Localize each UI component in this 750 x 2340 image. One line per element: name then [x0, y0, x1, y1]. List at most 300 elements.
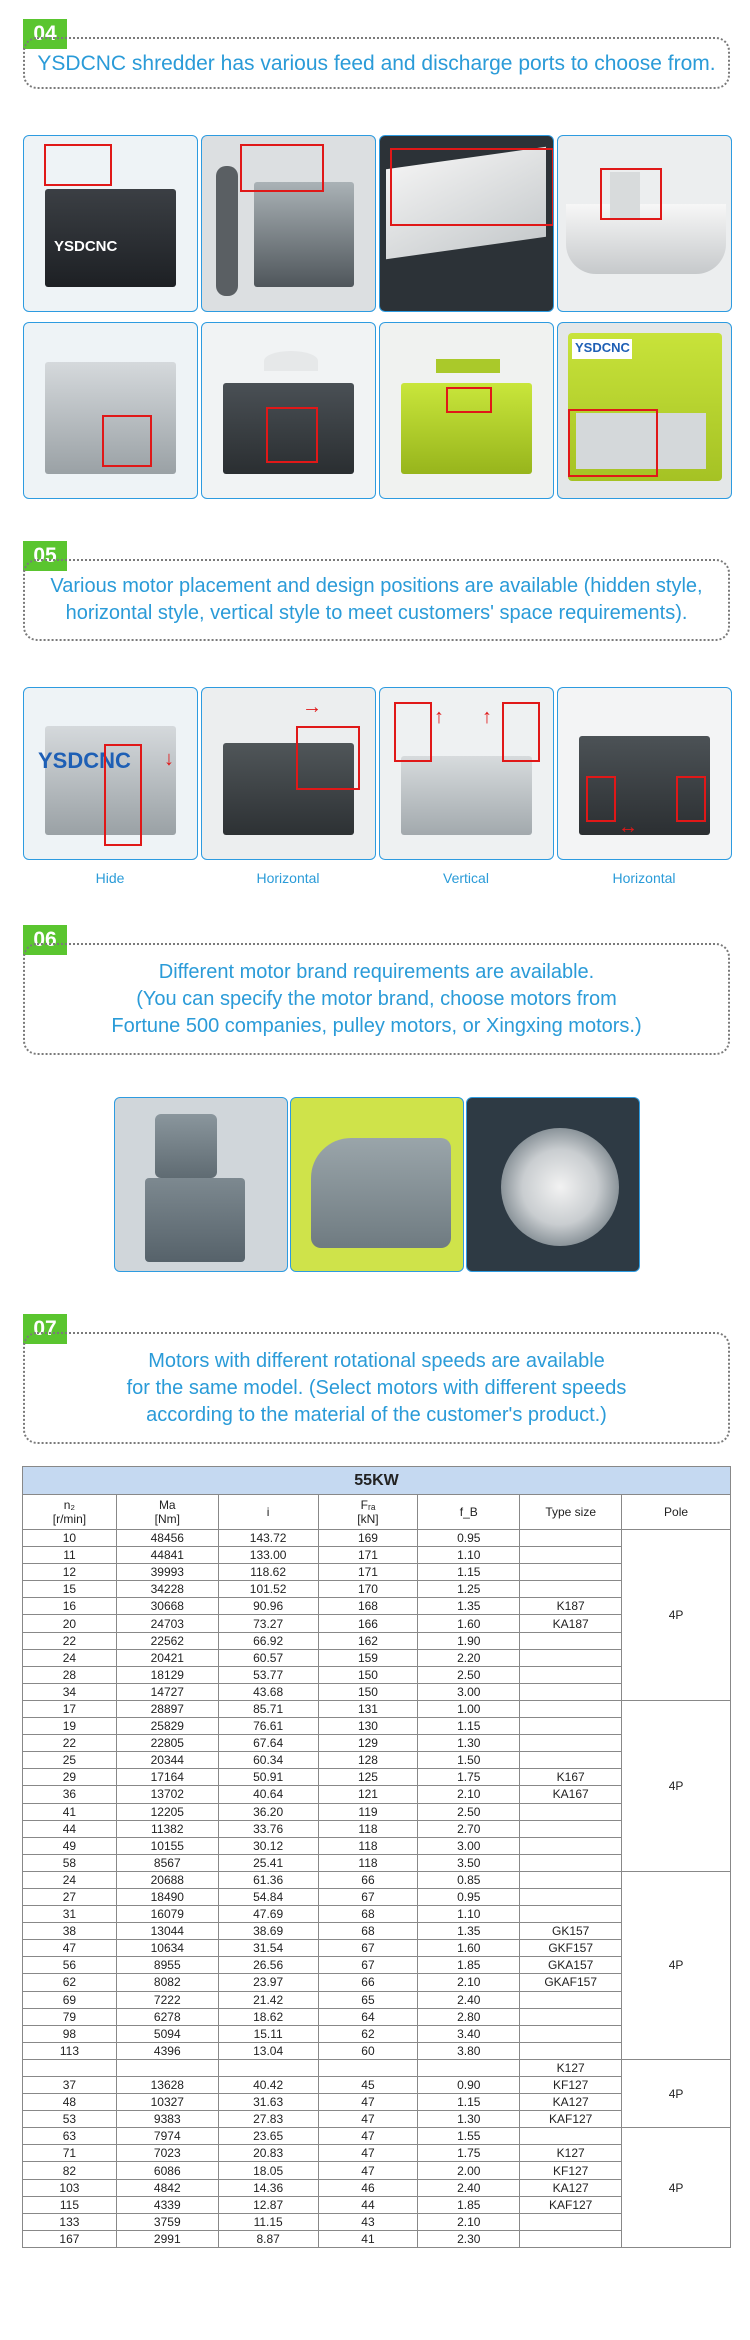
- table-cell: 54.84: [218, 1888, 318, 1905]
- shredder-photo: [201, 322, 376, 499]
- table-cell: 29: [23, 1769, 117, 1786]
- table-cell: 1.15: [418, 1564, 520, 1581]
- discharge-port-highlight: [102, 415, 152, 467]
- table-cell: 11382: [116, 1820, 218, 1837]
- table-cell: 7023: [116, 2145, 218, 2162]
- discharge-port-highlight: [568, 409, 658, 477]
- table-cell: [520, 1752, 622, 1769]
- table-cell: 36: [23, 1786, 117, 1803]
- table-cell: [520, 2128, 622, 2145]
- table-cell: KA127: [520, 2094, 622, 2111]
- shredder-photo: [23, 135, 198, 312]
- table-cell: 43: [318, 2213, 418, 2230]
- table-cell: 37: [23, 2077, 117, 2094]
- header-speed: n₂ [r/min]: [23, 1495, 117, 1530]
- table-cell: 68: [318, 1906, 418, 1923]
- table-cell: 1.30: [418, 2111, 520, 2128]
- table-cell: 133: [23, 2213, 117, 2230]
- header-service-factor: f_B: [418, 1495, 520, 1530]
- table-cell: 41: [23, 1803, 117, 1820]
- table-cell: 2.50: [418, 1666, 520, 1683]
- section-text-line: Motors with different rotational speeds are available: [148, 1349, 605, 1372]
- motor-placement-photo: [201, 687, 376, 860]
- table-cell: 45: [318, 2077, 418, 2094]
- table-cell: 66: [318, 1974, 418, 1991]
- table-cell: [520, 1735, 622, 1752]
- table-cell: 2.00: [418, 2162, 520, 2179]
- motor-spec-table: [22, 1466, 731, 2248]
- table-cell: 48456: [116, 1530, 218, 1547]
- table-cell: 20: [23, 1615, 117, 1632]
- motor-highlight: [296, 726, 360, 790]
- table-cell: 18.05: [218, 2162, 318, 2179]
- table-cell: 79: [23, 2008, 117, 2025]
- brand-logo: YSDCNC: [54, 238, 118, 255]
- table-cell: 66.92: [218, 1632, 318, 1649]
- table-cell: 68: [318, 1923, 418, 1940]
- arrow-up-icon: ↑: [482, 706, 492, 728]
- shredder-photo: [379, 322, 554, 499]
- header-pole: Pole: [622, 1495, 731, 1530]
- table-cell: 1.90: [418, 1632, 520, 1649]
- table-cell: 2.10: [418, 1974, 520, 1991]
- table-cell: 4339: [116, 2196, 218, 2213]
- section-description: [23, 559, 730, 641]
- table-cell: 25829: [116, 1718, 218, 1735]
- table-cell: [520, 1718, 622, 1735]
- table-cell: 1.75: [418, 1769, 520, 1786]
- table-cell: 2.80: [418, 2008, 520, 2025]
- table-cell: [520, 1854, 622, 1871]
- table-cell: 2.10: [418, 2213, 520, 2230]
- pole-cell: 4P: [622, 2128, 731, 2248]
- discharge-port-highlight: [446, 387, 492, 413]
- table-cell: 143.72: [218, 1530, 318, 1547]
- table-cell: [520, 2042, 622, 2059]
- table-cell: 71: [23, 2145, 117, 2162]
- table-cell: [520, 1837, 622, 1854]
- table-cell: 22805: [116, 1735, 218, 1752]
- section-description: [23, 37, 730, 89]
- table-cell: 47: [318, 2145, 418, 2162]
- table-cell: GK157: [520, 1923, 622, 1940]
- table-cell: 24703: [116, 1615, 218, 1632]
- table-row: [23, 2059, 731, 2076]
- header-radial-force: Fᵣₐ [kN]: [318, 1495, 418, 1530]
- table-cell: K127: [520, 2059, 622, 2076]
- table-cell: GKAF157: [520, 1974, 622, 1991]
- table-cell: 60.34: [218, 1752, 318, 1769]
- feed-port-highlight: [240, 144, 324, 192]
- table-cell: 8567: [116, 1854, 218, 1871]
- table-cell: 162: [318, 1632, 418, 1649]
- table-cell: 17: [23, 1700, 117, 1717]
- table-cell: 3.00: [418, 1837, 520, 1854]
- table-cell: 46: [318, 2179, 418, 2196]
- table-cell: 18129: [116, 1666, 218, 1683]
- table-cell: [520, 1991, 622, 2008]
- table-cell: 58: [23, 1854, 117, 1871]
- table-cell: 1.10: [418, 1547, 520, 1564]
- table-cell: [520, 1888, 622, 1905]
- table-row: [23, 1530, 731, 1547]
- table-cell: 73.27: [218, 1615, 318, 1632]
- table-cell: K187: [520, 1598, 622, 1615]
- table-cell: 2.40: [418, 1991, 520, 2008]
- table-cell: 0.90: [418, 2077, 520, 2094]
- shredder-photo: [557, 135, 732, 312]
- table-cell: 18490: [116, 1888, 218, 1905]
- table-cell: 65: [318, 1991, 418, 2008]
- caption: Vertical: [443, 870, 489, 886]
- table-cell: 133.00: [218, 1547, 318, 1564]
- section-text-line: Fortune 500 companies, pulley motors, or Xingxing motors.): [111, 1014, 642, 1037]
- table-cell: 171: [318, 1547, 418, 1564]
- table-cell: 3.40: [418, 2025, 520, 2042]
- table-cell: 21.42: [218, 1991, 318, 2008]
- table-cell: 15.11: [218, 2025, 318, 2042]
- table-cell: 20.83: [218, 2145, 318, 2162]
- table-cell: 31.63: [218, 2094, 318, 2111]
- table-cell: 13.04: [218, 2042, 318, 2059]
- table-cell: KA127: [520, 2179, 622, 2196]
- table-cell: 24: [23, 1871, 117, 1888]
- table-cell: 169: [318, 1530, 418, 1547]
- table-cell: KF127: [520, 2162, 622, 2179]
- table-cell: 27: [23, 1888, 117, 1905]
- table-cell: 2.10: [418, 1786, 520, 1803]
- table-cell: 39993: [116, 1564, 218, 1581]
- brand-logo: YSDCNC: [575, 340, 630, 355]
- shredder-photo: [379, 135, 554, 312]
- table-row: [23, 2128, 731, 2145]
- table-cell: 60.57: [218, 1649, 318, 1666]
- table-cell: [318, 2059, 418, 2076]
- table-cell: 38: [23, 1923, 117, 1940]
- table-cell: 30.12: [218, 1837, 318, 1854]
- motor-brand-photo: [114, 1097, 288, 1272]
- shredder-photo: [23, 322, 198, 499]
- table-cell: 1.60: [418, 1940, 520, 1957]
- header-torque: Ma [Nm]: [116, 1495, 218, 1530]
- table-cell: 44: [318, 2196, 418, 2213]
- feed-port-highlight: [600, 168, 662, 220]
- feed-port-highlight: [44, 144, 112, 186]
- table-cell: 10634: [116, 1940, 218, 1957]
- table-cell: 1.60: [418, 1615, 520, 1632]
- section-number-badge: 05: [23, 541, 67, 571]
- section-text-line: Different motor brand requirements are available.: [158, 960, 595, 983]
- table-cell: 129: [318, 1735, 418, 1752]
- table-cell: 2.50: [418, 1803, 520, 1820]
- arrow-down-icon: ↓: [164, 748, 174, 770]
- table-cell: 76.61: [218, 1718, 318, 1735]
- table-cell: [520, 2213, 622, 2230]
- table-cell: 118: [318, 1837, 418, 1854]
- table-cell: 119: [318, 1803, 418, 1820]
- table-cell: 12.87: [218, 2196, 318, 2213]
- table-cell: 101.52: [218, 1581, 318, 1598]
- table-cell: 1.85: [418, 1957, 520, 1974]
- table-cell: 60: [318, 2042, 418, 2059]
- table-cell: [520, 1666, 622, 1683]
- table-cell: [520, 1871, 622, 1888]
- table-cell: [418, 2059, 520, 2076]
- feed-port-highlight: [390, 148, 554, 226]
- table-cell: 1.30: [418, 1735, 520, 1752]
- table-cell: 49: [23, 1837, 117, 1854]
- table-cell: 2.30: [418, 2230, 520, 2247]
- table-cell: 11: [23, 1547, 117, 1564]
- table-cell: 47: [318, 2128, 418, 2145]
- pole-cell: 4P: [622, 1700, 731, 1871]
- table-cell: 33.76: [218, 1820, 318, 1837]
- table-cell: 13628: [116, 2077, 218, 2094]
- table-cell: 61.36: [218, 1871, 318, 1888]
- table-cell: 2.40: [418, 2179, 520, 2196]
- table-cell: 150: [318, 1683, 418, 1700]
- arrow-right-icon: →: [302, 696, 322, 718]
- table-cell: 3.00: [418, 1683, 520, 1700]
- table-cell: [520, 1803, 622, 1820]
- motor-highlight: [586, 776, 616, 822]
- section-text: YSDCNC shredder has various feed and discharge ports to choose from.: [37, 51, 716, 75]
- table-cell: 113: [23, 2042, 117, 2059]
- caption: Horizontal: [612, 870, 676, 886]
- table-cell: 5094: [116, 2025, 218, 2042]
- table-cell: 28897: [116, 1700, 218, 1717]
- table-cell: 130: [318, 1718, 418, 1735]
- table-cell: [520, 2230, 622, 2247]
- table-cell: 62: [23, 1974, 117, 1991]
- table-cell: 20421: [116, 1649, 218, 1666]
- table-title: 55KW: [23, 1467, 731, 1495]
- table-cell: 53.77: [218, 1666, 318, 1683]
- table-cell: 98: [23, 2025, 117, 2042]
- brand-logo: YSDCNC: [38, 748, 131, 773]
- table-cell: 67: [318, 1888, 418, 1905]
- table-cell: 28: [23, 1666, 117, 1683]
- table-cell: 3.50: [418, 1854, 520, 1871]
- table-cell: [520, 2008, 622, 2025]
- table-cell: 10155: [116, 1837, 218, 1854]
- table-cell: 47: [318, 2111, 418, 2128]
- motor-highlight: [502, 702, 540, 762]
- table-cell: 12: [23, 1564, 117, 1581]
- table-cell: 159: [318, 1649, 418, 1666]
- arrow-left-right-icon: ↔: [618, 816, 638, 838]
- motor-brand-photo: [466, 1097, 640, 1272]
- table-cell: 118: [318, 1854, 418, 1871]
- section-number-badge: 07: [23, 1314, 67, 1344]
- table-cell: 17164: [116, 1769, 218, 1786]
- motor-placement-photo: [379, 687, 554, 860]
- table-cell: 31.54: [218, 1940, 318, 1957]
- pole-cell: 4P: [622, 1871, 731, 2059]
- table-cell: GKA157: [520, 1957, 622, 1974]
- table-cell: 22: [23, 1735, 117, 1752]
- discharge-port-highlight: [266, 407, 318, 463]
- table-cell: 1.15: [418, 2094, 520, 2111]
- table-cell: 10: [23, 1530, 117, 1547]
- table-cell: [520, 1547, 622, 1564]
- table-cell: 1.15: [418, 1718, 520, 1735]
- table-cell: 25.41: [218, 1854, 318, 1871]
- table-cell: 7222: [116, 1991, 218, 2008]
- section-text: Various motor placement and design positions are available (hidden style, horizontal style, vertical style to meet customers' space requirements).: [50, 575, 703, 624]
- table-cell: [520, 1632, 622, 1649]
- motor-highlight: [394, 702, 432, 762]
- table-cell: 36.20: [218, 1803, 318, 1820]
- table-cell: 171: [318, 1564, 418, 1581]
- table-cell: 22: [23, 1632, 117, 1649]
- table-cell: KA187: [520, 1615, 622, 1632]
- table-cell: 69: [23, 1991, 117, 2008]
- table-body: [23, 1530, 731, 2248]
- table-cell: 1.25: [418, 1581, 520, 1598]
- table-cell: 1.10: [418, 1906, 520, 1923]
- table-cell: 53: [23, 2111, 117, 2128]
- table-cell: 8082: [116, 1974, 218, 1991]
- table-cell: 23.65: [218, 2128, 318, 2145]
- table-cell: [520, 2025, 622, 2042]
- table-cell: 3759: [116, 2213, 218, 2230]
- table-cell: 38.69: [218, 1923, 318, 1940]
- table-cell: 0.95: [418, 1530, 520, 1547]
- motor-placement-photo: [557, 687, 732, 860]
- table-cell: 85.71: [218, 1700, 318, 1717]
- table-cell: 4396: [116, 2042, 218, 2059]
- table-cell: 167: [23, 2230, 117, 2247]
- table-cell: 115: [23, 2196, 117, 2213]
- table-cell: 44841: [116, 1547, 218, 1564]
- table-cell: 63: [23, 2128, 117, 2145]
- table-cell: 30668: [116, 1598, 218, 1615]
- table-cell: 44: [23, 1820, 117, 1837]
- arrow-up-icon: ↑: [434, 706, 444, 728]
- table-cell: 150: [318, 1666, 418, 1683]
- header-type-size: Type size: [520, 1495, 622, 1530]
- table-cell: 4842: [116, 2179, 218, 2196]
- table-cell: 47: [23, 1940, 117, 1957]
- table-cell: 19: [23, 1718, 117, 1735]
- table-cell: [520, 1700, 622, 1717]
- table-cell: 2.20: [418, 1649, 520, 1666]
- table-cell: 47: [318, 2094, 418, 2111]
- table-cell: 128: [318, 1752, 418, 1769]
- pole-cell: 4P: [622, 2059, 731, 2127]
- header-ratio: i: [218, 1495, 318, 1530]
- table-cell: [520, 1820, 622, 1837]
- motor-brand-photo: [290, 1097, 464, 1272]
- table-cell: 40.42: [218, 2077, 318, 2094]
- table-cell: 2.70: [418, 1820, 520, 1837]
- table-cell: K167: [520, 1769, 622, 1786]
- table-cell: 50.91: [218, 1769, 318, 1786]
- table-cell: 67: [318, 1957, 418, 1974]
- shredder-photo: [557, 322, 732, 499]
- table-cell: 3.80: [418, 2042, 520, 2059]
- table-cell: [218, 2059, 318, 2076]
- table-cell: 48: [23, 2094, 117, 2111]
- table-cell: 47.69: [218, 1906, 318, 1923]
- table-cell: 16: [23, 1598, 117, 1615]
- table-cell: 16079: [116, 1906, 218, 1923]
- table-cell: 34228: [116, 1581, 218, 1598]
- table-cell: 26.56: [218, 1957, 318, 1974]
- table-cell: 13044: [116, 1923, 218, 1940]
- section-text-line: (You can specify the motor brand, choose motors from: [136, 987, 617, 1010]
- table-cell: 11.15: [218, 2213, 318, 2230]
- section-description: [23, 1332, 730, 1444]
- table-cell: 10327: [116, 2094, 218, 2111]
- table-cell: 67.64: [218, 1735, 318, 1752]
- table-cell: 15: [23, 1581, 117, 1598]
- table-cell: 43.68: [218, 1683, 318, 1700]
- table-cell: 31: [23, 1906, 117, 1923]
- motor-highlight: [676, 776, 706, 822]
- table-cell: 23.97: [218, 1974, 318, 1991]
- table-cell: 82: [23, 2162, 117, 2179]
- table-cell: [520, 1564, 622, 1581]
- table-cell: 1.00: [418, 1700, 520, 1717]
- table-cell: KAF127: [520, 2111, 622, 2128]
- section-text-line: for the same model. (Select motors with different speeds: [126, 1376, 627, 1399]
- table-cell: 40.64: [218, 1786, 318, 1803]
- table-cell: 1.75: [418, 2145, 520, 2162]
- table-cell: [23, 2059, 117, 2076]
- table-cell: 8.87: [218, 2230, 318, 2247]
- table-cell: 1.50: [418, 1752, 520, 1769]
- table-cell: KAF127: [520, 2196, 622, 2213]
- table-cell: 90.96: [218, 1598, 318, 1615]
- table-cell: 25: [23, 1752, 117, 1769]
- motor-placement-photo: [23, 687, 198, 860]
- table-cell: 8955: [116, 1957, 218, 1974]
- table-cell: 6086: [116, 2162, 218, 2179]
- table-cell: 22562: [116, 1632, 218, 1649]
- table-cell: 13702: [116, 1786, 218, 1803]
- table-cell: 118.62: [218, 1564, 318, 1581]
- table-cell: 14727: [116, 1683, 218, 1700]
- table-cell: [116, 2059, 218, 2076]
- table-cell: K127: [520, 2145, 622, 2162]
- table-cell: 62: [318, 2025, 418, 2042]
- table-cell: [520, 1906, 622, 1923]
- table-cell: 20344: [116, 1752, 218, 1769]
- table-cell: 18.62: [218, 2008, 318, 2025]
- table-cell: 1.85: [418, 2196, 520, 2213]
- table-cell: 1.35: [418, 1598, 520, 1615]
- table-cell: 166: [318, 1615, 418, 1632]
- table-cell: 118: [318, 1820, 418, 1837]
- table-cell: 6278: [116, 2008, 218, 2025]
- table-cell: [520, 1683, 622, 1700]
- table-cell: 47: [318, 2162, 418, 2179]
- table-cell: 1.35: [418, 1923, 520, 1940]
- table-cell: KF127: [520, 2077, 622, 2094]
- table-cell: [520, 1649, 622, 1666]
- table-cell: 0.95: [418, 1888, 520, 1905]
- table-cell: 66: [318, 1871, 418, 1888]
- table-cell: 131: [318, 1700, 418, 1717]
- caption: Horizontal: [256, 870, 320, 886]
- table-cell: 168: [318, 1598, 418, 1615]
- table-cell: 67: [318, 1940, 418, 1957]
- table-cell: 34: [23, 1683, 117, 1700]
- table-cell: 170: [318, 1581, 418, 1598]
- table-cell: 125: [318, 1769, 418, 1786]
